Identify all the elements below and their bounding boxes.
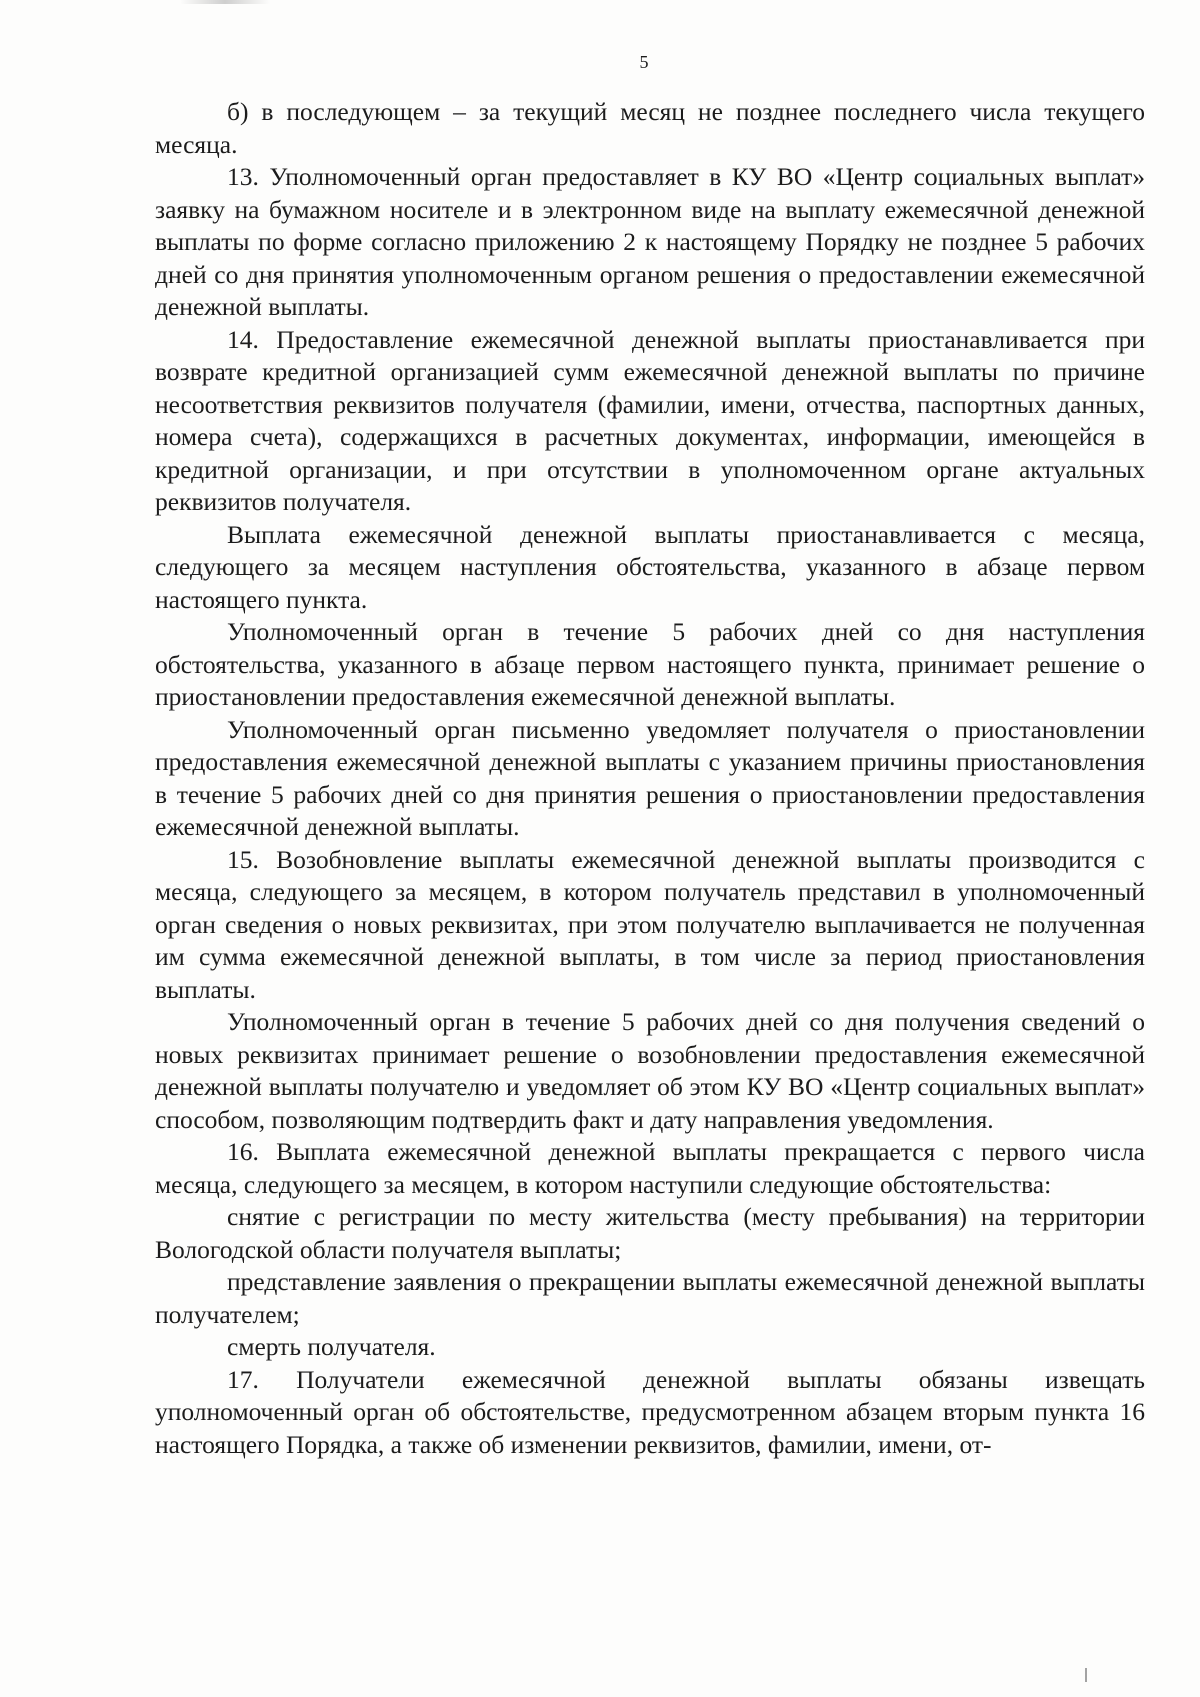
paragraph-clause-16: 16. Выплата ежемесячной денежной выплаты прекращается с первого числа месяца, следующего за месяцем, в котором наступили следующие обстоятельства: bbox=[155, 1137, 1145, 1199]
scan-artifact bbox=[180, 0, 270, 4]
paragraph-clause-14-4: Уполномоченный орган письменно уведомляет получателя о приостановлении предоставления ежемесячной денежной выплаты с указанием причины приостановления в течение 5 рабочих дней со дня принятия решения о приостановлении предоставления ежемесячной денежной выплаты. bbox=[155, 714, 1145, 841]
paragraph-clause-17: 17. Получатели ежемесячной денежной выплаты обязаны извещать уполномоченный орган об обстоятельстве, предусмотренном абзацем вторым пункта 16 настоящего Порядка, а также об изменении реквизитов, фамилии, имени, от- bbox=[155, 1364, 1145, 1459]
scan-artifact bbox=[1085, 1668, 1087, 1682]
paragraph-clause-14-3: Уполномоченный орган в течение 5 рабочих дней со дня наступления обстоятельства, указанного в абзаце первом настоящего пункта, принимает решение о приостановлении предоставления ежемесячной денежной выплаты. bbox=[155, 617, 1145, 711]
list-item-termination-request: представление заявления о прекращении выплаты ежемесячной денежной выплаты получателем; bbox=[155, 1267, 1145, 1329]
paragraph-clause-15: 15. Возобновление выплаты ежемесячной денежной выплаты производится с месяца, следующего за месяцем, в котором получатель представил в уполномоченный орган сведения о новых реквизитах, при этом получателю выплачивается не полученная им сумма ежемесячной денежной выплаты, в том числе за период приостановления выплаты. bbox=[155, 844, 1145, 1004]
document-body bbox=[155, 96, 1145, 1461]
paragraph-clause-14-2: Выплата ежемесячной денежной выплаты приостанавливается с месяца, следующего за месяцем наступления обстоятельства, указанного в абзаце первом настоящего пункта. bbox=[155, 519, 1145, 614]
paragraph-clause-13: 13. Уполномоченный орган предоставляет в КУ ВО «Центр социальных выплат» заявку на бумажном носителе и в электронном виде на выплату ежемесячной денежной выплаты по форме согласно приложению 2 к настоящему Порядку не позднее 5 рабочих дней со дня принятия уполномоченным органом решения о предоставлении ежемесячной денежной выплаты. bbox=[155, 162, 1145, 321]
list-item-death: смерть получателя. bbox=[227, 1332, 436, 1361]
list-item-deregistration: снятие с регистрации по месту жительства (месту пребывания) на территории Вологодской области получателя выплаты; bbox=[155, 1202, 1145, 1264]
page-number: 5 bbox=[639, 52, 649, 72]
paragraph-clause-14: 14. Предоставление ежемесячной денежной выплаты приостанавливается при возврате кредитной организацией сумм ежемесячной денежной выплаты по причине несоответствия реквизитов получателя (фамилии, имени, отчества, паспортных данных, номера счета), содержащихся в расчетных документах, информации, имеющейся в кредитной организации, и при отсутствии в уполномоченном органе актуальных реквизитов получателя. bbox=[155, 324, 1145, 516]
paragraph-item-b: б) в последующем – за текущий месяц не позднее последнего числа текущего месяца. bbox=[155, 97, 1145, 159]
paragraph-clause-15-2: Уполномоченный орган в течение 5 рабочих дней со дня получения сведений о новых реквизитах принимает решение о возобновлении предоставления ежемесячной денежной выплаты получателю и уведомляет об этом КУ ВО «Центр социальных выплат» способом, позволяющим подтвердить факт и дату направления уведомления. bbox=[155, 1007, 1145, 1134]
